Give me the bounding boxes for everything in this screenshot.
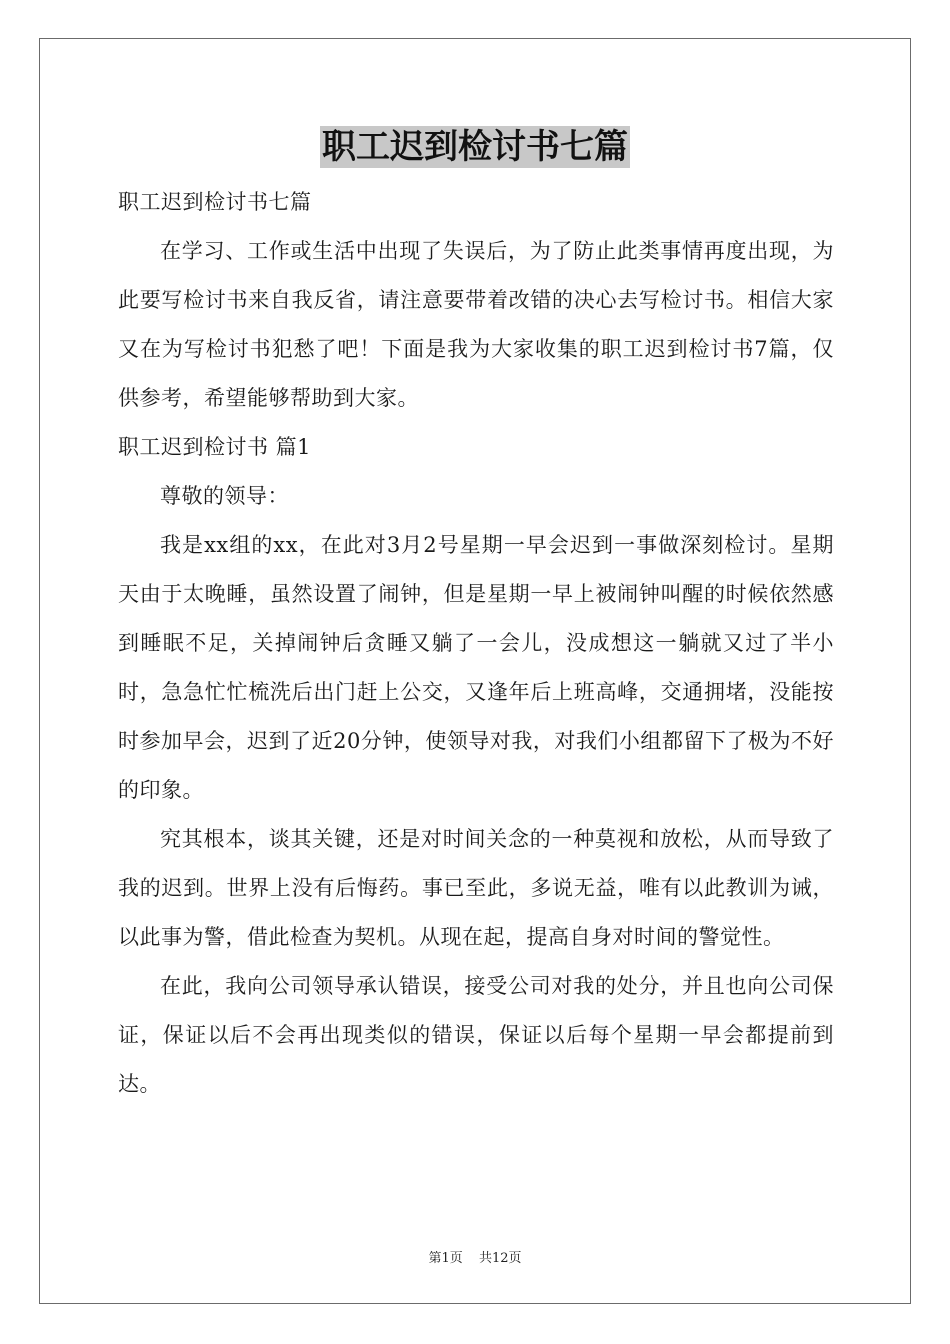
body-paragraph: 我是xx组的xx，在此对3月2号星期一早会迟到一事做深刻检讨。星期天由于太晚睡，虽然设置了闹钟，但是星期一早上被闹钟叫醒的时候依然感到睡眠不足，关掉闹钟后贪睡又躺了一会儿，没成想这一躺就又过了半小时，急急忙忙梳洗后出门赶上公交，又逢年后上班高峰，交通拥堵，没能按时参加早会，迟到了近20分钟，使领导对我，对我们小组都留下了极为不好的印象。 xyxy=(118,533,834,802)
section-heading: 职工迟到检讨书 篇1 xyxy=(118,435,312,459)
body-paragraph: 究其根本，谈其关键，还是对时间关念的一种莫视和放松，从而导致了我的迟到。世界上没有后悔药。事已至此，多说无益，唯有以此教训为诫，以此事为警，借此检查为契机。从现在起，提高自身对时间的警觉性。 xyxy=(118,827,834,949)
title-container xyxy=(0,126,950,168)
page-number: 第1页 xyxy=(428,1251,463,1266)
document-title: 职工迟到检讨书七篇 xyxy=(322,127,628,167)
page-total: 共12页 xyxy=(478,1251,522,1266)
body-paragraph: 在此，我向公司领导承认错误，接受公司对我的处分，并且也向公司保证，保证以后不会再出现类似的错误，保证以后每个星期一早会都提前到达。 xyxy=(118,974,834,1096)
page-footer xyxy=(0,1247,950,1266)
intro-paragraph: 在学习、工作或生活中出现了失误后，为了防止此类事情再度出现，为此要写检讨书来自我反省，请注意要带着改错的决心去写检讨书。相信大家又在为写检讨书犯愁了吧！下面是我为大家收集的职工迟到检讨书7篇，仅供参考，希望能够帮助到大家。 xyxy=(118,239,834,410)
salutation: 尊敬的领导： xyxy=(160,484,289,508)
subtitle-line: 职工迟到检讨书七篇 xyxy=(118,190,312,214)
document-body xyxy=(118,178,834,1109)
